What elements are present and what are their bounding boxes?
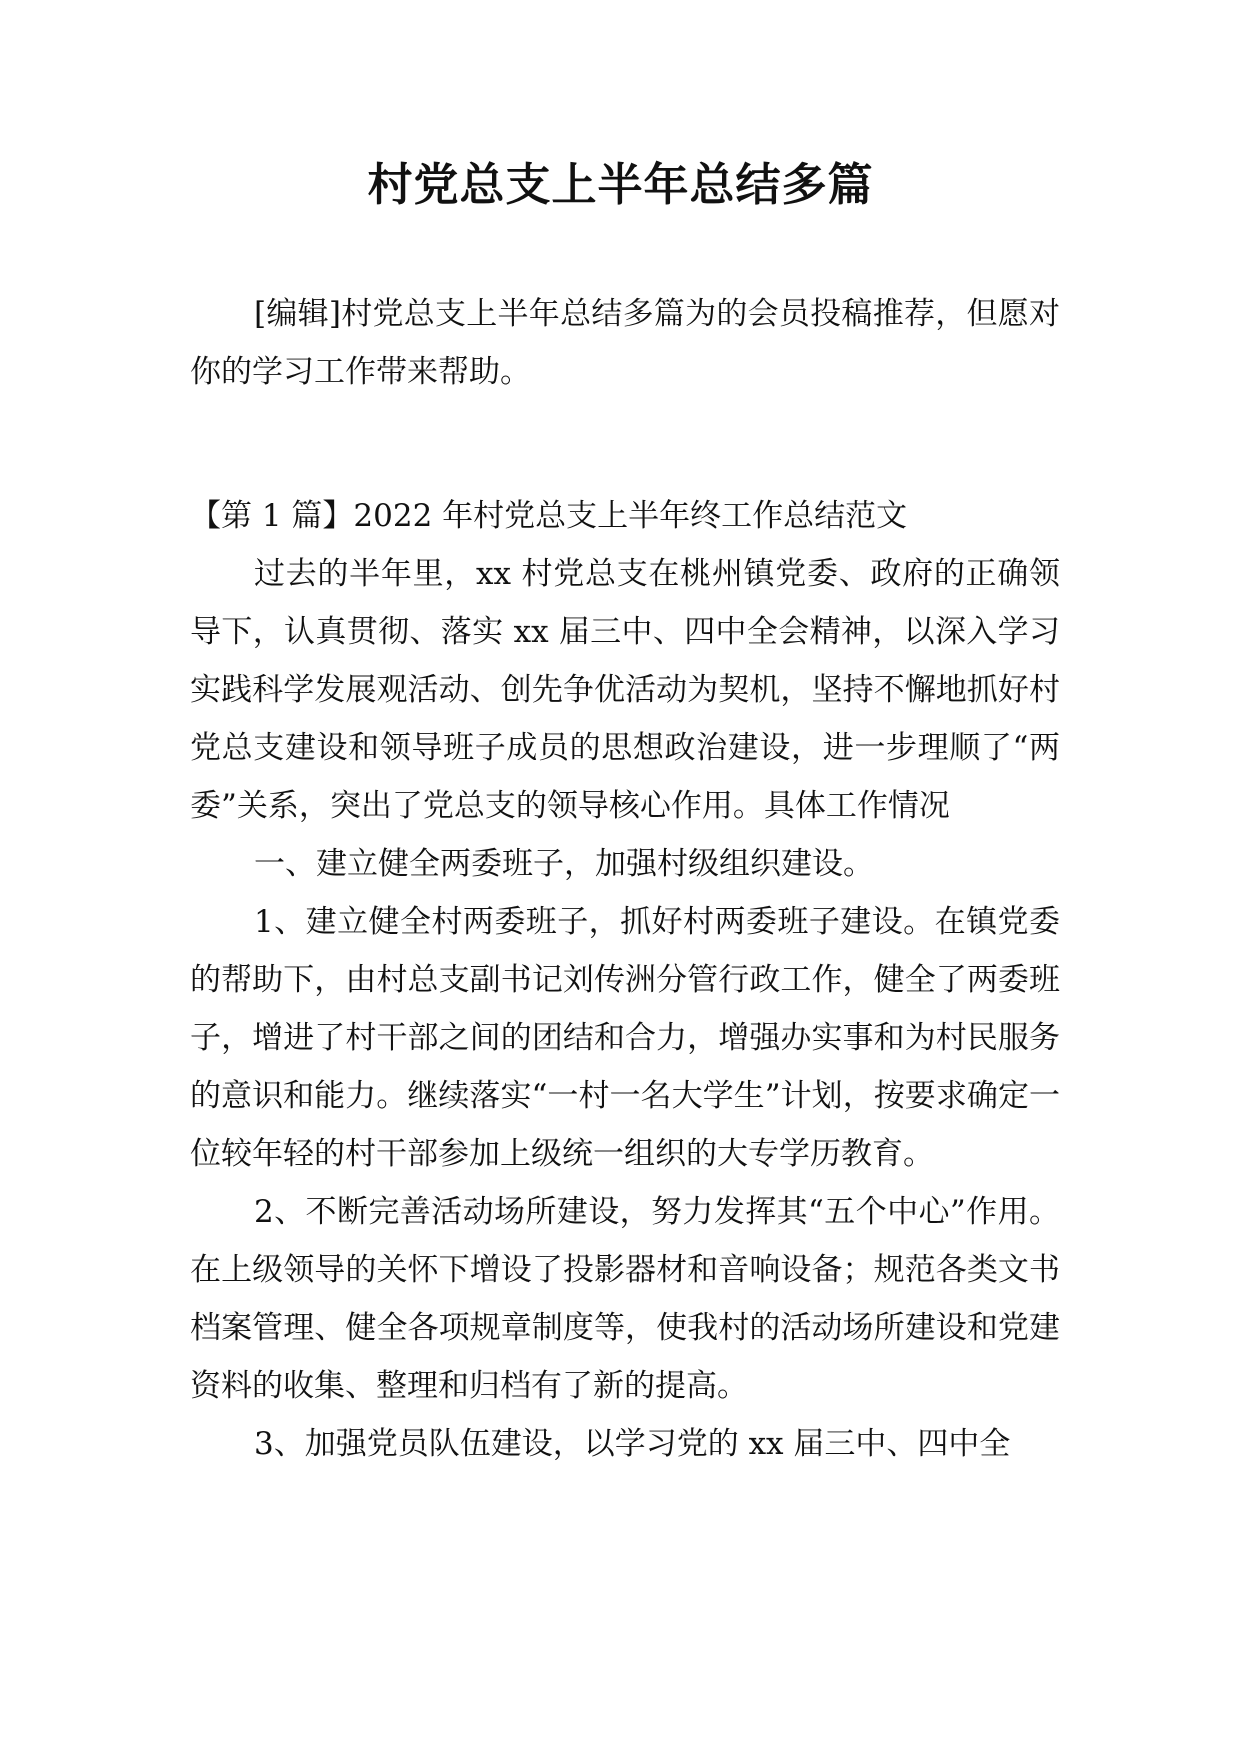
document-title: 村党总支上半年总结多篇 [367, 158, 874, 211]
body-paragraph-2: 一、建立健全两委班子，加强村级组织建设。 [254, 846, 874, 882]
section-heading: 【第 1 篇】2022 年村党总支上半年终工作总结范文 [190, 498, 908, 534]
body-paragraph-3: 1、建立健全村两委班子，抓好村两委班子建设。在镇党委的帮助下，由村总支副书记刘传洲分管行政工作，健全了两委班子，增进了村干部之间的团结和合力，增强办实事和为村民服务的意识和能力。继续落实“一村一名大学生”计划，按要求确定一位较年轻的村干部参加上级统一组织的大专学历教育。 [190, 904, 1060, 1172]
document-body [190, 285, 1060, 1473]
body-paragraph-1: 过去的半年里，xx 村党总支在桃州镇党委、政府的正确领导下，认真贯彻、落实 xx 届三中、四中全会精神，以深入学习实践科学发展观活动、创先争优活动为契机，坚持不懈地抓好村党总支建设和领导班子成员的思想政治建设，进一步理顺了“两委”关系，突出了党总支的领导核心作用。具体工作情况 [190, 556, 1060, 824]
intro-paragraph: [编辑]村党总支上半年总结多篇为的会员投稿推荐，但愿对你的学习工作带来帮助。 [190, 296, 1060, 390]
body-paragraph-5: 3、加强党员队伍建设，以学习党的 xx 届三中、四中全 [254, 1426, 1011, 1462]
body-paragraph-4: 2、不断完善活动场所建设，努力发挥其“五个中心”作用。在上级领导的关怀下增设了投影器材和音响设备；规范各类文书档案管理、健全各项规章制度等，使我村的活动场所建设和党建资料的收集、整理和归档有了新的提高。 [190, 1194, 1060, 1404]
